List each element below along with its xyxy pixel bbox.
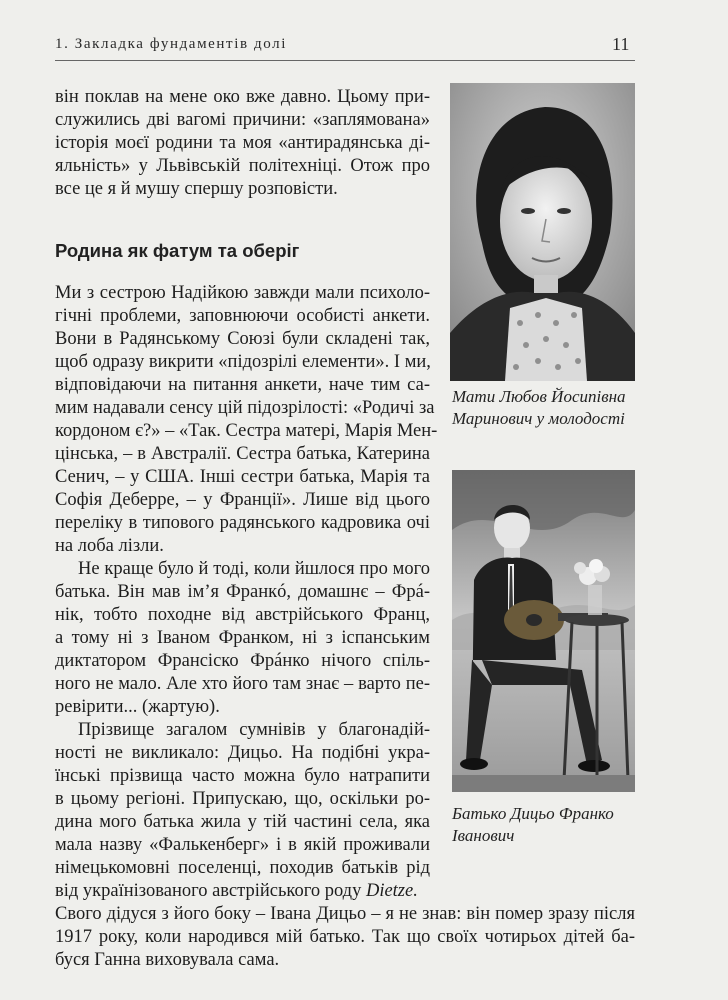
text-line: батька. Він мав ім’я Франкó, домашнє – Фрá- <box>55 582 430 602</box>
text-line: кордоном є?» – «Так. Сестра матері, Марія Мен- <box>55 421 438 441</box>
text-line: служились дві вагомі причини: «заплямована» <box>55 110 430 130</box>
father-portrait-image <box>452 470 635 792</box>
father-photo-caption <box>452 803 614 847</box>
text-line <box>55 880 430 903</box>
text-line: ного не мало. Але хто його там знає – варто пе- <box>55 674 430 694</box>
text-line: диктатором Франсіско Фрáнко нічого спіль- <box>55 651 430 671</box>
text-line: буся Ганна виховувала сама. <box>55 950 280 970</box>
text-line: цінська, – в Австралії. Сестра батька, Катерина <box>55 444 430 464</box>
caption-line: Мати Любов Йосипівна <box>452 387 626 406</box>
text-line: все це я й мушу спершу розповісти. <box>55 179 338 199</box>
text-line: гічні проблеми, заповнюючи особисті анкети. <box>55 306 430 326</box>
text-line: ревірити... (жартую). <box>55 697 220 717</box>
text-line: переліку в типового радянського кадровика очі <box>55 513 430 533</box>
text-line: Свого дідуся з його боку – Івана Дицьо – я не знав: він помер зразу після <box>55 904 635 924</box>
father-portrait-photo <box>452 470 635 792</box>
text-line: їнські прізвища часто можна було натрапити <box>55 766 430 786</box>
text-line: він поклав на мене око вже давно. Цьому при- <box>55 87 430 107</box>
text-line: відповідаючи на питання анкети, наче тим са- <box>55 375 430 395</box>
text-line: мала назву «Фалькенберг» і в якій проживали <box>55 835 430 855</box>
text-line: на лоба лізли. <box>55 536 164 556</box>
text-line: яльність» у Львівській політехніці. Отож про <box>55 156 430 176</box>
text-line: Ми з сестрою Надійкою завжди мали психоло- <box>55 283 430 303</box>
mother-portrait-image <box>450 83 635 381</box>
text-line: дина мого батька жила у тій частині села, яка <box>55 812 430 832</box>
header-rule <box>55 60 635 61</box>
text-line: ності не викликало: Дицьо. На подібні укра- <box>55 743 430 763</box>
text-line: Вони в Радянському Союзі були складені так, <box>55 329 430 349</box>
section-heading: Родина як фатум та оберіг <box>55 240 300 261</box>
italic-surname: Dietze. <box>365 881 418 901</box>
text-line: нік, тобто походне від австрійського Франц, <box>55 605 430 625</box>
mother-portrait-photo <box>450 83 635 381</box>
caption-line: Іванович <box>452 826 515 845</box>
caption-line: Батько Дицьо Франко <box>452 804 614 823</box>
caption-line: Маринович у молодості <box>452 409 625 428</box>
running-title: 1. Закладка фундаментів долі <box>55 36 287 52</box>
text-line: німецькомовні поселенці, походив батьків рід <box>55 858 430 878</box>
page-number: 11 <box>612 34 630 54</box>
mother-photo-caption <box>452 386 626 430</box>
text-line: Софія Деберре, – у Франції». Лише від цього <box>55 490 430 510</box>
text-line: історія моєї родини та моя «антирадянська ді- <box>55 133 430 153</box>
text-line: Не краще було й тоді, коли йшлося про мого <box>78 559 430 579</box>
text-line: а тому ні з Іваном Франком, ні з іспанським <box>55 628 430 648</box>
text-segment: від українізованого австрійського роду <box>55 881 362 901</box>
text-line: в цьому регіоні. Припускаю, що, оскільки ро- <box>55 789 430 809</box>
text-line: 1917 року, коли народився мій батько. Так що своїх чотирьох дітей ба- <box>55 927 635 947</box>
text-line: Прізвище загалом сумнівів у благонадій- <box>78 720 430 740</box>
text-line: Сенич, – у США. Інші сестри батька, Марія та <box>55 467 430 487</box>
text-line: мим надавали сенсу цій підозрілості: «Родичі за <box>55 398 435 418</box>
text-line: щоб одразу викрити «підозрілі елементи». І ми, <box>55 352 431 372</box>
